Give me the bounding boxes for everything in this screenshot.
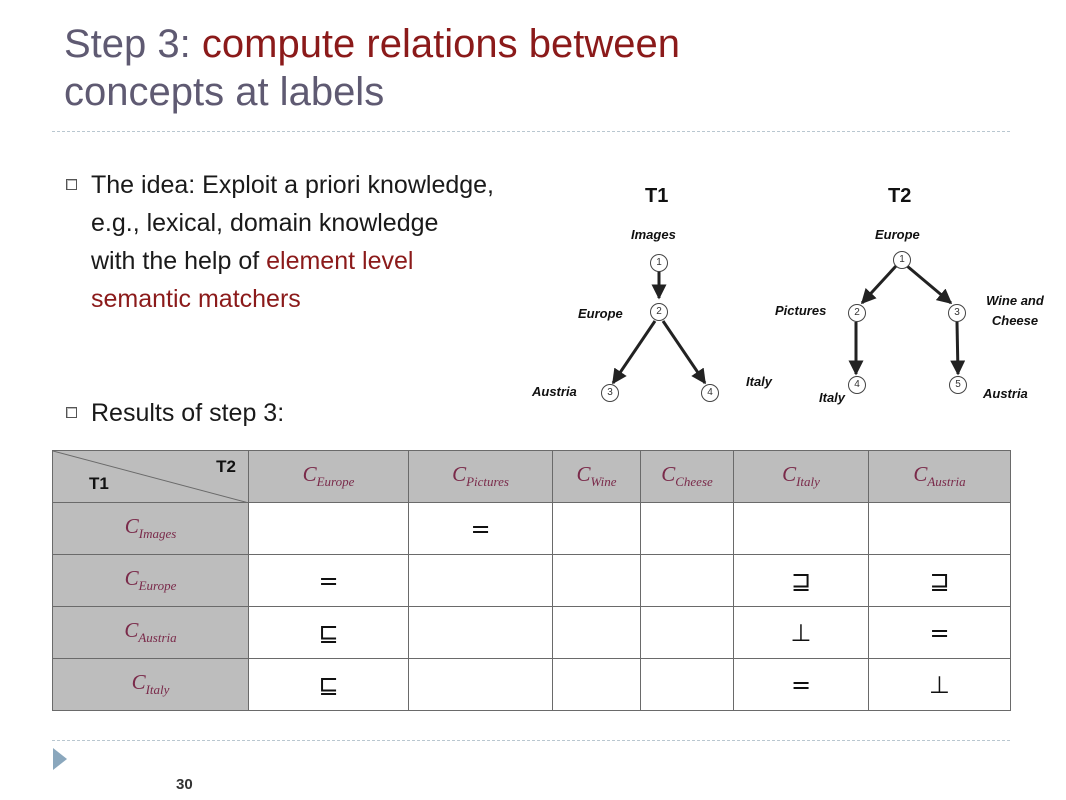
table-cell: = [409,503,553,555]
bullet-idea-line3-red: element level [266,247,414,275]
footer-divider [52,740,1010,741]
tree1-title: T1 [645,185,669,207]
t2-label-wine-cheese: Wine and Cheese [986,293,1044,328]
t2-node-3: 3 [948,304,966,322]
row-header-sub: Images [138,526,177,542]
col-header [409,451,553,503]
t2-edge-3-5 [957,322,958,374]
row-header-sub: Italy [145,682,170,698]
row-header [53,607,249,659]
t2-label-austria: Austria [983,386,1028,401]
table-row [53,503,1011,555]
bullet-idea-line4: semantic matchers [91,285,301,313]
bullet-idea-line3: with the help of [91,247,267,275]
t1-label-images: Images [631,227,676,242]
col-header-base: C [913,462,928,487]
t2-node-1: 1 [893,251,911,269]
col-header [249,451,409,503]
t1-node-4: 4 [701,384,719,402]
table-cell: ⊒ [734,555,869,607]
table-cell [553,555,641,607]
t2-node-4: 4 [848,376,866,394]
row-header-sub: Europe [138,578,177,594]
table-cell: ⊑ [249,659,409,711]
table-cell [553,659,641,711]
t2-label-europe: Europe [875,227,920,242]
table-cell: ⊥ [734,607,869,659]
t1-edge-2-3 [613,321,655,383]
bullet-idea-line1: The idea: Exploit a priori knowledge, [91,171,495,199]
t1-edge-2-4 [663,321,705,383]
t1-node-2: 2 [650,303,668,321]
slide-nav-arrow-icon[interactable] [53,748,67,770]
table-cell [409,607,553,659]
title-rest: concepts at labels [64,70,385,114]
table-row [53,555,1011,607]
table-cell [249,503,409,555]
row-header [53,555,249,607]
table-cell [641,607,734,659]
col-header-base: C [661,462,676,487]
table-cell: ⊑ [249,607,409,659]
results-table [52,450,1011,711]
col-header [641,451,734,503]
table-row [53,607,1011,659]
col-header-base: C [452,462,467,487]
t1-node-3: 3 [601,384,619,402]
table-cell [409,555,553,607]
row-header-sub: Austria [138,630,177,646]
col-header-sub: Austria [927,474,966,490]
page-number: 30 [176,776,193,793]
table-cell: ⊒ [869,555,1011,607]
table-row [53,659,1011,711]
bullet-idea-line2: e.g., lexical, domain knowledge [91,209,439,237]
col-header-sub: Pictures [466,474,509,490]
bullet-results-text: Results of step 3: [91,399,285,427]
col-header-base: C [576,462,591,487]
title-prefix: Step 3: [64,22,202,66]
row-header-base: C [131,670,146,695]
col-header-sub: Wine [590,474,617,490]
table-cell [553,503,641,555]
table-cell [869,503,1011,555]
table-cell: = [734,659,869,711]
table-cell [641,555,734,607]
t1-label-europe: Europe [578,306,623,321]
t2-node-5: 5 [949,376,967,394]
t2-label-italy: Italy [819,390,846,405]
title-accent: compute relations between [201,22,680,66]
col-header [869,451,1011,503]
col-header-sub: Europe [316,474,355,490]
table-cell: = [249,555,409,607]
row-header-base: C [124,618,139,643]
t1-label-austria: Austria [532,384,577,399]
row-header [53,503,249,555]
table-cell: ⊥ [869,659,1011,711]
table-cell [641,659,734,711]
col-header-base: C [302,462,317,487]
tree2-title: T2 [888,185,912,207]
corner-t2-label: T2 [216,457,236,476]
row-header [53,659,249,711]
t2-node-2: 2 [848,304,866,322]
t1-node-1: 1 [650,254,668,272]
col-header-sub: Italy [796,474,820,490]
table-header-row [53,451,1011,503]
table-cell [409,659,553,711]
table-cell [734,503,869,555]
corner-t1-label: T1 [89,474,109,493]
row-header-base: C [124,566,139,591]
t2-edge-1-3 [907,266,951,303]
col-header-sub: Cheese [675,474,713,490]
col-header-base: C [782,462,797,487]
col-header [734,451,869,503]
t2-label-pictures: Pictures [775,303,827,318]
table-cell: = [869,607,1011,659]
col-header [553,451,641,503]
table-corner [53,451,249,503]
row-header-base: C [124,514,139,539]
t2-edge-1-2 [862,266,896,303]
t1-label-italy: Italy [746,374,773,389]
table-cell [641,503,734,555]
table-cell [553,607,641,659]
